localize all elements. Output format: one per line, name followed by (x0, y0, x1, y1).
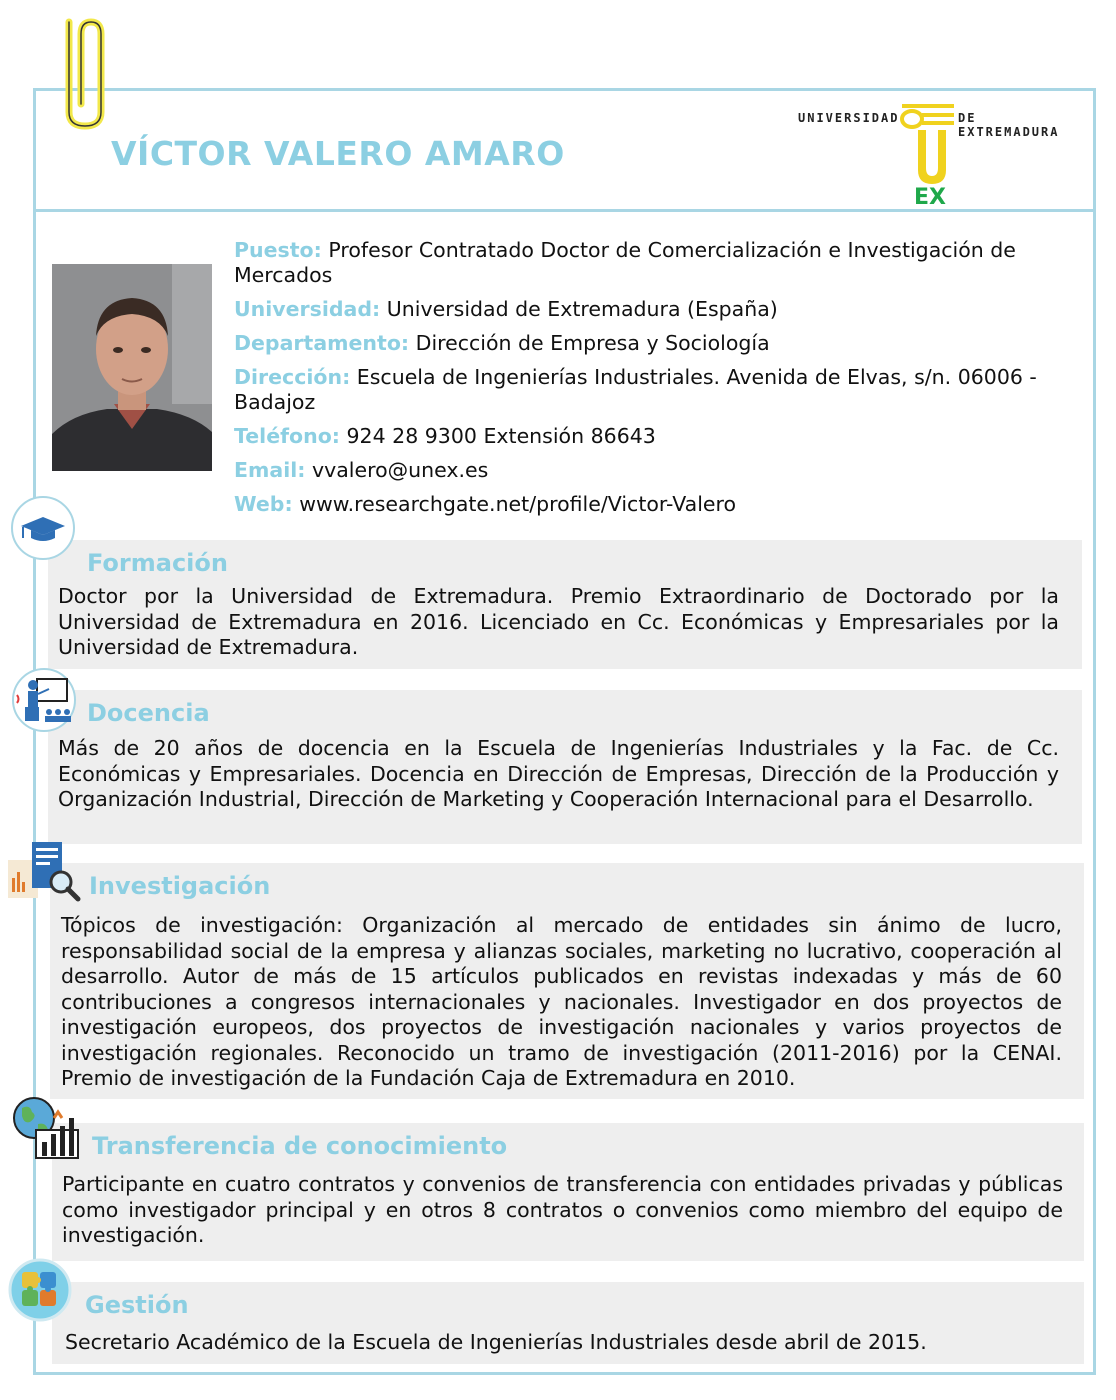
portrait-photo (52, 264, 212, 471)
section-text: Más de 20 años de docencia en la Escuela de Ingenierías Industriales y la Fac. de Cc. Económicas y Empresariales. Docencia en Dirección de Empresas, Dirección de la Producción y Organización Industrial, Dirección de Marketing y Cooperación Internacional para el Desarrollo. (58, 736, 1059, 811)
profile-value: Dirección de Empresa y Sociología (415, 331, 770, 355)
logo-right-text: DE EXTREMADURA (958, 111, 1060, 139)
university-logo (796, 100, 1086, 206)
paper-clip-icon (55, 12, 115, 132)
profile-value: Profesor Contratado Doctor de Comercialización e Investigación de Mercados (234, 238, 1016, 287)
graduation-cap-icon (9, 496, 79, 562)
section-title: Transferencia de conocimiento (92, 1132, 508, 1160)
section-title: Investigación (89, 872, 271, 900)
profile-row-web (234, 492, 1086, 517)
section-title: Formación (87, 549, 228, 577)
profile-row-direccion (234, 365, 1086, 415)
logo-left-text: UNIVERSIDAD (798, 111, 900, 125)
logo-column-icon (900, 100, 956, 206)
email-link[interactable]: vvalero@unex.es (311, 458, 489, 482)
profile-label: Teléfono: (234, 424, 340, 448)
section-text: Secretario Académico de la Escuela de Ingenierías Industriales desde abril de 2015. (65, 1330, 927, 1354)
profile-value: Escuela de Ingenierías Industriales. Avenida de Elvas, s/n. 06006 - Badajoz (234, 365, 1037, 414)
profile-row-email (234, 458, 1086, 483)
section-docencia (48, 690, 1082, 844)
section-title: Docencia (87, 699, 210, 727)
section-investigacion (50, 863, 1084, 1099)
profile-row-telefono (234, 424, 1086, 449)
web-link[interactable]: www.researchgate.net/profile/Victor-Valero (299, 492, 737, 516)
logo-ex-text: EX (914, 185, 946, 206)
teacher-classroom-icon (11, 667, 79, 733)
profile-label: Dirección: (234, 365, 351, 389)
section-text: Tópicos de investigación: Organización al mercado de entidades sin ánimo de lucro, responsabilidad social de la empresa y alianzas sociales, marketing no lucrativo, cooperación al desarrollo. Autor de más de 15 artículos publicados en revistas indexadas y más de 60 contribuciones a congresos internacionales y nacionales. Investigador en dos proyectos de investigación europeos, dos proyectos de investigación nacionales y varios proyectos de investigación regionales. Reconocido un tramo de investigación (2011-2016) por la CENAI. Premio de investigación de la Fundación Caja de Extremadura en 2010. (61, 913, 1062, 1090)
section-transferencia (52, 1123, 1084, 1261)
research-magnifier-icon (6, 838, 82, 904)
profile-value: Universidad de Extremadura (España) (386, 297, 778, 321)
header-divider (33, 209, 1096, 212)
profile-row-departamento (234, 331, 1086, 356)
section-formacion (48, 540, 1082, 669)
profile-row-universidad (234, 297, 1086, 322)
puzzle-management-icon (6, 1258, 76, 1324)
section-text: Participante en cuatro contratos y convenios de transferencia con entidades privadas y públicas como investigador principal y en otros 8 contratos o convenios como miembro del equipo de investigación. (62, 1172, 1063, 1247)
profile-label: Web: (234, 492, 293, 516)
section-title: Gestión (85, 1291, 189, 1319)
profile-label: Puesto: (234, 238, 322, 262)
portrait-illustration (52, 264, 212, 471)
person-name: VÍCTOR VALERO AMARO (111, 134, 565, 173)
profile-label: Departamento: (234, 331, 410, 355)
globe-growth-chart-icon (10, 1094, 82, 1162)
section-text: Doctor por la Universidad de Extremadura. Premio Extraordinario de Doctorado por la Universidad de Extremadura en 2016. Licenciado en Cc. Económicas y Empresariales por la Universidad de Extremadura. (58, 584, 1059, 659)
profile-info (234, 238, 1086, 526)
profile-value: 924 28 9300 Extensión 86643 (346, 424, 656, 448)
profile-label: Email: (234, 458, 306, 482)
profile-label: Universidad: (234, 297, 381, 321)
profile-row-puesto (234, 238, 1086, 288)
section-gestion (52, 1282, 1084, 1364)
